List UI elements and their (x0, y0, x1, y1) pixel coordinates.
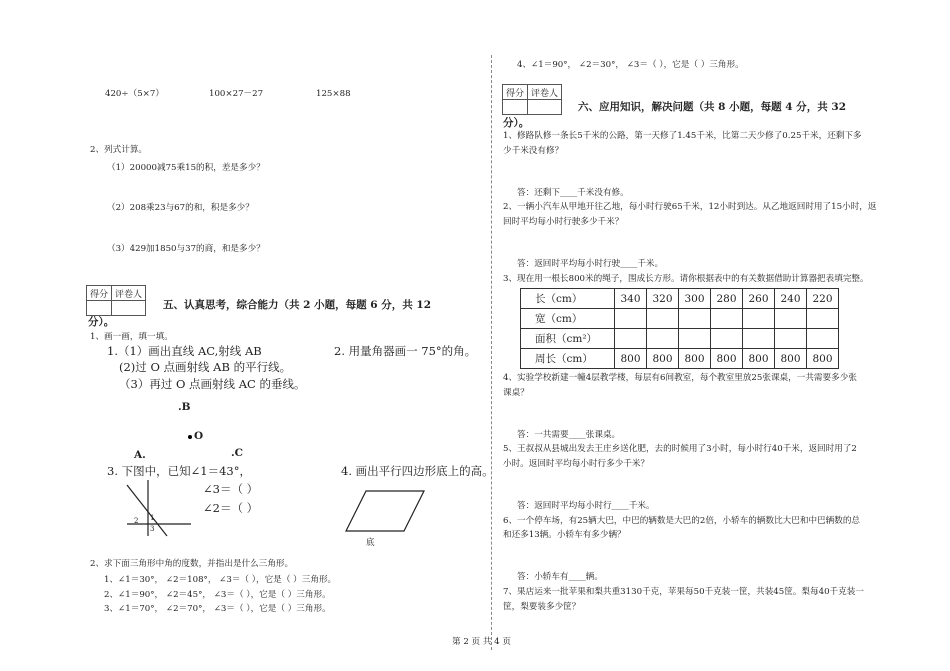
score-box-left (86, 285, 146, 316)
table-header: 长（cm） (521, 289, 615, 309)
score-label: 得分 (87, 286, 112, 301)
table-cell: 800 (743, 349, 775, 369)
table-header: 周长（cm） (521, 349, 615, 369)
q-tri-row-1: 1、∠1＝30°， ∠2＝108°， ∠3＝（ ），它是（ ）三角形。 (104, 575, 337, 585)
score-box-right (502, 84, 562, 115)
s5-p3: 3. 下图中，已知∠1＝43°， (107, 464, 251, 478)
r-line-1: 1、修路队修一条长5千米的公路，第一天修了1.45千米，比第二天少修了0.25千米，还剩下多 (503, 131, 862, 141)
table-cell: 240 (775, 289, 807, 309)
section5-title-cont: 分）。 (88, 316, 115, 328)
angle-figure (125, 478, 205, 538)
section6-title-cont: 分）。 (503, 117, 530, 129)
table-cell: 300 (679, 289, 711, 309)
table-cell: 280 (711, 289, 743, 309)
angle-label-3: 3 (150, 525, 155, 533)
r-answer-3: 答：一共需要____张课桌。 (517, 430, 621, 440)
q2-title: 2、列式计算。 (90, 145, 148, 155)
r-answer-2: 答：返回时平均每小时行驶____千米。 (517, 259, 664, 269)
grader-label: 评卷人 (112, 286, 146, 301)
r-line-4: 回时平均每小时行驶多少千米？ (503, 217, 624, 227)
calc-expr-1: 420÷（5×7） (105, 89, 164, 99)
r-line-13: 筐，梨要装多少筐？ (503, 602, 581, 612)
q2-item-1: （1）20000减75乘15的积，差是多少？ (107, 163, 265, 173)
grader-label: 评卷人 (528, 85, 562, 100)
calc-expr-2: 100×27－27 (209, 89, 264, 99)
table-cell: 320 (647, 289, 679, 309)
q-tri-title: 2、求下面三角形中角的度数，并指出是什么三角形。 (90, 559, 294, 569)
table-cell: 800 (807, 349, 839, 369)
column-divider (491, 55, 492, 650)
s5-p1-b: (2)过 O 点画射线 AB 的平行线。 (119, 360, 292, 374)
r-answer-1: 答：还剩下____千米没有修。 (517, 188, 629, 198)
calc-expr-3: 125×88 (316, 89, 351, 99)
s5-p1-a: 1.（1）画出直线 AC,射线 AB (107, 344, 262, 358)
s5-p1-c: （3）再过 O 点画射线 AC 的垂线。 (119, 377, 306, 391)
score-label: 得分 (503, 85, 528, 100)
r-line-11: 和还多13辆。小轿车有多少辆？ (503, 530, 626, 540)
section5-title: 五、认真思考，综合能力（共 2 小题，每题 6 分，共 12 (163, 299, 432, 311)
s5-p3-angle3: ∠3＝（ ） (203, 482, 259, 496)
point-b: .B (178, 401, 191, 413)
s5-q1-intro: 1、画一画，填一填。 (90, 332, 173, 342)
r-line-9: 小时。返回时平均每小时行多少千米？ (503, 459, 650, 469)
s5-p2: 2. 用量角器画一 75°的角。 (334, 344, 477, 358)
table-cell: 800 (615, 349, 647, 369)
table-header: 宽（cm） (521, 309, 615, 329)
table-header: 面积（cm²） (521, 329, 615, 349)
r-line-7: 课桌？ (503, 388, 529, 398)
parallelogram-figure (344, 487, 426, 533)
point-c: .C (231, 447, 244, 459)
point-o: O (194, 430, 204, 442)
parallelogram (346, 491, 424, 531)
table-cell: 800 (775, 349, 807, 369)
page-footer: 第 2 页 共 4 页 (452, 637, 511, 647)
table-cell: 260 (743, 289, 775, 309)
r-line-6: 4、实验学校新建一幢4层教学楼，每层有6间教室，每个教室里放25张课桌，一共需要多少张 (503, 373, 857, 383)
r-line-8: 5、王叔叔从县城出发去王庄乡送化肥，去的时候用了3小时，每小时行40千米，返回时用了2 (503, 444, 857, 454)
table-cell: 800 (711, 349, 743, 369)
q2-item-2: （2）208乘23与67的和，积是多少？ (107, 203, 254, 213)
table-cell: 220 (807, 289, 839, 309)
s5-p4: 4. 画出平行四边形底上的高。 (341, 464, 494, 478)
q2-item-3: （3）429加1850与37的商，和是多少？ (107, 244, 265, 254)
q-tri-row-2: 2、∠1＝90°， ∠2＝45°， ∠3＝（ ），它是（ ）三角形。 (104, 590, 331, 600)
point-o-dot (188, 435, 192, 439)
section6-title: 六、应用知识，解决问题（共 8 小题，每题 4 分，共 32 (578, 101, 847, 113)
r-line-2: 少千米没有修？ (503, 146, 564, 156)
table-cell: 340 (615, 289, 647, 309)
r-line-3: 2、一辆小汽车从甲地开往乙地，每小时行驶65千米，12小时到达。从乙地返回时用了15小时，返 (503, 202, 877, 212)
r-line-10: 6、一个停车场，有25辆大巴，中巴的辆数是大巴的2倍，小轿车的辆数比大巴和中巴辆数的总 (503, 516, 861, 526)
s5-p3-angle2: ∠2＝（ ） (203, 501, 259, 515)
table-cell: 800 (679, 349, 711, 369)
rectangle-table (520, 288, 839, 369)
r-answer-4: 答：返回时平均每小时行____千米。 (517, 501, 655, 511)
diagonal-line (127, 485, 167, 536)
point-a: A. (134, 449, 146, 461)
base-label: 底 (366, 538, 375, 548)
tri-row-4: 4、∠1＝90°， ∠2＝30°， ∠3＝（ ），它是（ ）三角形。 (517, 60, 744, 70)
r-line-5: 3、现在用一根长800米的绳子，围成长方形。请你根据表中的有关数据借助计算器把表填完整。 (503, 274, 869, 284)
table-cell: 800 (647, 349, 679, 369)
angle-label-2: 2 (134, 517, 139, 525)
angle-label-1: 1 (150, 514, 155, 522)
r-line-12: 7、果店运来一批苹果和梨共重3130千克，苹果每50千克装一筐，共装45筐。梨每40千克装一 (503, 587, 864, 597)
r-answer-5: 答：小轿车有____辆。 (517, 572, 603, 582)
q-tri-row-3: 3、∠1＝70°， ∠2＝70°， ∠3＝（ ），它是（ ）三角形。 (104, 604, 331, 614)
